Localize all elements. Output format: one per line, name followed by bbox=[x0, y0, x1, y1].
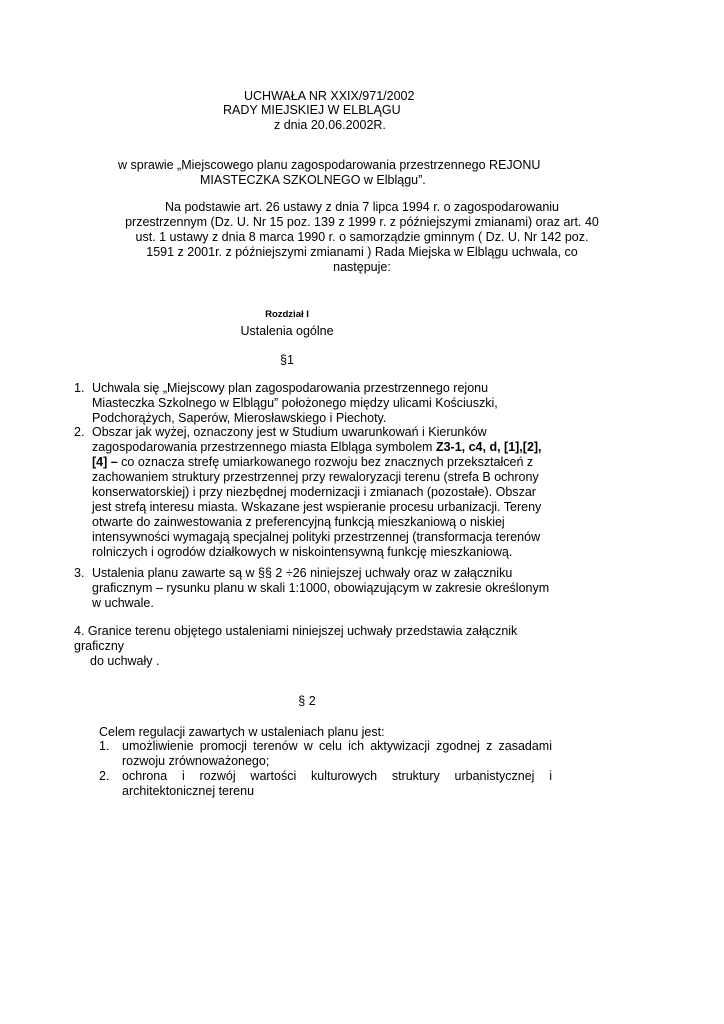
zone-symbol: Z3-1, c4, d, [1],[2], bbox=[435, 440, 542, 454]
preamble-line: następuje: bbox=[333, 260, 391, 274]
item-2-line: rolniczych i ogrodów działkowych w niskointensywną funkcję mieszkaniową. bbox=[92, 545, 513, 559]
section-2-intro: Celem regulacji zawartych w ustaleniach planu jest: bbox=[99, 725, 385, 739]
item-1-line: Uchwala się „Miejscowy plan zagospodarowania przestrzennego rejonu bbox=[92, 381, 489, 395]
item-4-line: do uchwały . bbox=[90, 654, 160, 668]
item-2-line: zachowaniem struktury przestrzennej przy rewaloryzacji terenu (strefa B ochrony bbox=[92, 470, 539, 484]
item-3-number: 3. bbox=[74, 566, 85, 580]
item-3-line: graficznym – rysunku planu w skali 1:1000, obowiązującym w zakresie określonym bbox=[92, 581, 550, 595]
item-3-line: Ustalenia planu zawarte są w §§ 2 ÷26 niniejszej uchwały oraz w załączniku bbox=[92, 566, 513, 580]
section-2-item-number: 1. bbox=[99, 739, 110, 753]
item-2-line: otwarte do zainwestowania z preferencyjną funkcją mieszkaniową o niskiej bbox=[92, 515, 505, 529]
preamble-line: 1591 z 2001r. z późniejszymi zmianami ) Rada Miejska w Elblągu uchwala, co bbox=[146, 245, 578, 259]
section-2-item-line: rozwoju zrównoważonego; bbox=[122, 754, 270, 768]
item-2-line: [4] – co oznacza strefę umiarkowanego rozwoju bez znacznych przekształceń z bbox=[92, 455, 534, 469]
item-1-line: Podchorążych, Saperów, Mierosławskiego i Piechoty. bbox=[92, 411, 387, 425]
zone-symbol-cont: [4] – bbox=[92, 455, 118, 469]
section-2-item-line: architektonicznej terenu bbox=[122, 784, 255, 798]
section-2-item-line: umożliwienie promocji terenów w celu ich aktywizacji zgodnej z zasadami bbox=[122, 739, 552, 753]
preamble-line: przestrzennym (Dz. U. Nr 15 poz. 139 z 1999 r. z późniejszymi zmianami) oraz art. 40 bbox=[125, 215, 599, 229]
preamble-line: Na podstawie art. 26 ustawy z dnia 7 lipca 1994 r. o zagospodarowaniu bbox=[165, 200, 559, 214]
preamble-line: ust. 1 ustawy z dnia 8 marca 1990 r. o samorządzie gminnym ( Dz. U. Nr 142 poz. bbox=[135, 230, 589, 244]
item-2-line: konserwatorskiej) i przy niezbędnej modernizacji i zmianach (pozostałe). Obszar bbox=[92, 485, 536, 499]
chapter-title: Ustalenia ogólne bbox=[240, 324, 334, 338]
item-2-line: intensywności wymagają specjalnej polityki przestrzennej (transformacja terenów bbox=[92, 530, 541, 544]
chapter-label: Rozdział I bbox=[265, 309, 309, 320]
section-2-title: § 2 bbox=[298, 694, 316, 708]
item-2-number: 2. bbox=[74, 425, 85, 439]
council-name: RADY MIEJSKIEJ W ELBLĄGU bbox=[223, 103, 401, 117]
section-2-item-line: ochrona i rozwój wartości kulturowych struktury urbanistycznej i bbox=[122, 769, 552, 783]
item-4-line: graficzny bbox=[74, 639, 125, 653]
item-1-number: 1. bbox=[74, 381, 85, 395]
item-2-line: jest strefą interesu miasta. Wskazane jest wspieranie procesu urbanizacji. Tereny bbox=[92, 500, 542, 514]
item-4-line: 4. Granice terenu objętego ustaleniami niniejszej uchwały przedstawia załącznik bbox=[74, 624, 518, 638]
section-2-item-number: 2. bbox=[99, 769, 110, 783]
item-3-line: w uchwale. bbox=[92, 596, 154, 610]
item-1-line: Miasteczka Szkolnego w Elblągu” położonego między ulicami Kościuszki, bbox=[92, 396, 498, 410]
subject-line-1: w sprawie „Miejscowego planu zagospodarowania przestrzennego REJONU bbox=[118, 158, 541, 172]
item-2-line: Obszar jak wyżej, oznaczony jest w Studium uwarunkowań i Kierunków bbox=[92, 425, 487, 439]
item-2-line: zagospodarowania przestrzennego miasta Elbląga symbolem Z3-1, c4, d, [1],[2], bbox=[92, 440, 542, 454]
section-1-title: §1 bbox=[280, 353, 294, 367]
resolution-number: UCHWAŁA NR XXIX/971/2002 bbox=[244, 89, 415, 103]
resolution-date: z dnia 20.06.2002R. bbox=[274, 118, 386, 132]
subject-line-2: MIASTECZKA SZKOLNEGO w Elblągu”. bbox=[200, 173, 426, 187]
